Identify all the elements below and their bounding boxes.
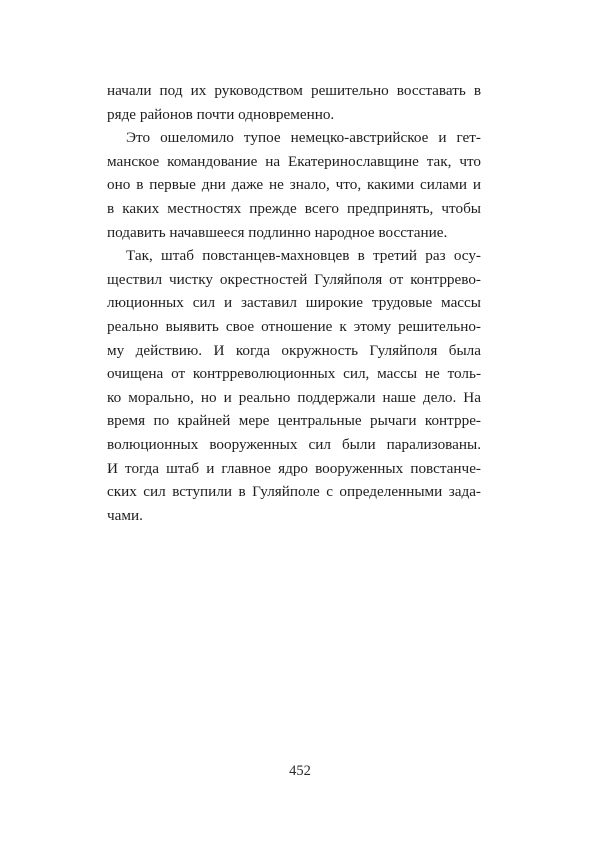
text-line: манское командование на Екатеринославщине так, что bbox=[107, 152, 481, 170]
text-line: подавить начавшееся подлинно народное восстание. bbox=[107, 223, 448, 241]
text-line: начали под их руководством решительно восставать в bbox=[107, 82, 481, 99]
text-line: реально выявить свое отношение к этому решительно- bbox=[107, 317, 481, 335]
text-line: оно в первые дни даже не знало, что, какими силами и bbox=[107, 176, 481, 194]
text-line: в каких местностях прежде всего предпринять, чтобы bbox=[107, 199, 481, 217]
body-text bbox=[107, 79, 481, 527]
text-line: Так, штаб повстанцев-махновцев в третий раз осу- bbox=[126, 247, 481, 265]
text-line: люционных сил и заставил широкие трудовые массы bbox=[107, 294, 481, 312]
text-line: волюционных вооруженных сил были парализованы. bbox=[107, 435, 481, 453]
text-line: му действию. И когда окружность Гуляйполя была bbox=[107, 341, 481, 359]
text-line: ществил чистку окрестностей Гуляйполя от контррево- bbox=[107, 270, 481, 288]
text-line: И тогда штаб и главное ядро вооруженных повстанче- bbox=[107, 459, 481, 477]
page-number: 452 bbox=[289, 763, 311, 779]
text-line: ряде районов почти одновременно. bbox=[107, 105, 335, 123]
text-line: ских сил вступили в Гуляйполе с определенными зада- bbox=[107, 483, 481, 501]
text-line: ко морально, но и реально поддержали наше дело. На bbox=[107, 388, 481, 406]
text-line: чами. bbox=[107, 506, 143, 524]
text-line: Это ошеломило тупое немецко-австрийское и гет- bbox=[126, 129, 481, 147]
text-line: очищена от контрреволюционных сил, массы не толь- bbox=[107, 365, 481, 383]
text-line: время по крайней мере центральные рычаги контрре- bbox=[107, 412, 481, 430]
